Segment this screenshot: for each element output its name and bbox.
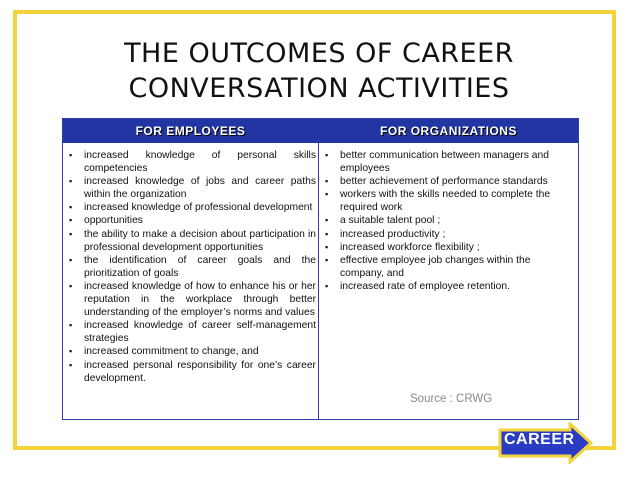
- source-note: Source : CRWG: [410, 393, 493, 405]
- column-divider: [318, 143, 319, 419]
- list-item: ▪ increased knowledge of professional development: [67, 201, 316, 214]
- career-button-label: CAREER: [504, 431, 575, 448]
- title-line-1: THE OUTCOMES OF CAREER: [124, 38, 514, 69]
- list-item: ▪ effective employee job changes within the company, and: [323, 254, 571, 280]
- list-item: ▪ increased knowledge of how to enhance his or her reputation in the workplace through better understanding of the employer’s norms and values: [67, 280, 316, 319]
- list-item: ▪ workers with the skills needed to complete the required work: [323, 188, 571, 214]
- career-button[interactable]: [498, 422, 594, 464]
- list-item: ▪ increased knowledge of career self-management strategies: [67, 319, 316, 345]
- list-item: ▪ increased commitment to change, and: [67, 345, 316, 358]
- list-item: ▪ opportunities: [67, 214, 316, 227]
- list-item: ▪ increased productivity ;: [323, 228, 571, 241]
- list-item: ▪ the identification of career goals and the prioritization of goals: [67, 254, 316, 280]
- table-header: [63, 119, 578, 143]
- organizations-list: [323, 149, 571, 293]
- employees-header: FOR EMPLOYEES: [135, 124, 246, 138]
- organizations-header: FOR ORGANIZATIONS: [380, 124, 517, 138]
- list-item: ▪ increased knowledge of jobs and career paths within the organization: [67, 175, 316, 201]
- employees-list: [67, 149, 316, 385]
- list-item: ▪ increased rate of employee retention.: [323, 280, 571, 293]
- list-item: ▪ the ability to make a decision about participation in professional development opportunities: [67, 228, 316, 254]
- list-item: ▪ increased personal responsibility for one’s career development.: [67, 359, 316, 385]
- list-item: ▪ better achievement of performance standards: [323, 175, 571, 188]
- list-item: ▪ better communication between managers and employees: [323, 149, 571, 175]
- outcomes-table: [62, 118, 579, 420]
- title-line-2: CONVERSATION ACTIVITIES: [128, 73, 510, 104]
- slide-title: [40, 36, 598, 106]
- list-item: ▪ increased workforce flexibility ;: [323, 241, 571, 254]
- list-item: ▪ a suitable talent pool ;: [323, 214, 571, 227]
- list-item: ▪ increased knowledge of personal skills competencies: [67, 149, 316, 175]
